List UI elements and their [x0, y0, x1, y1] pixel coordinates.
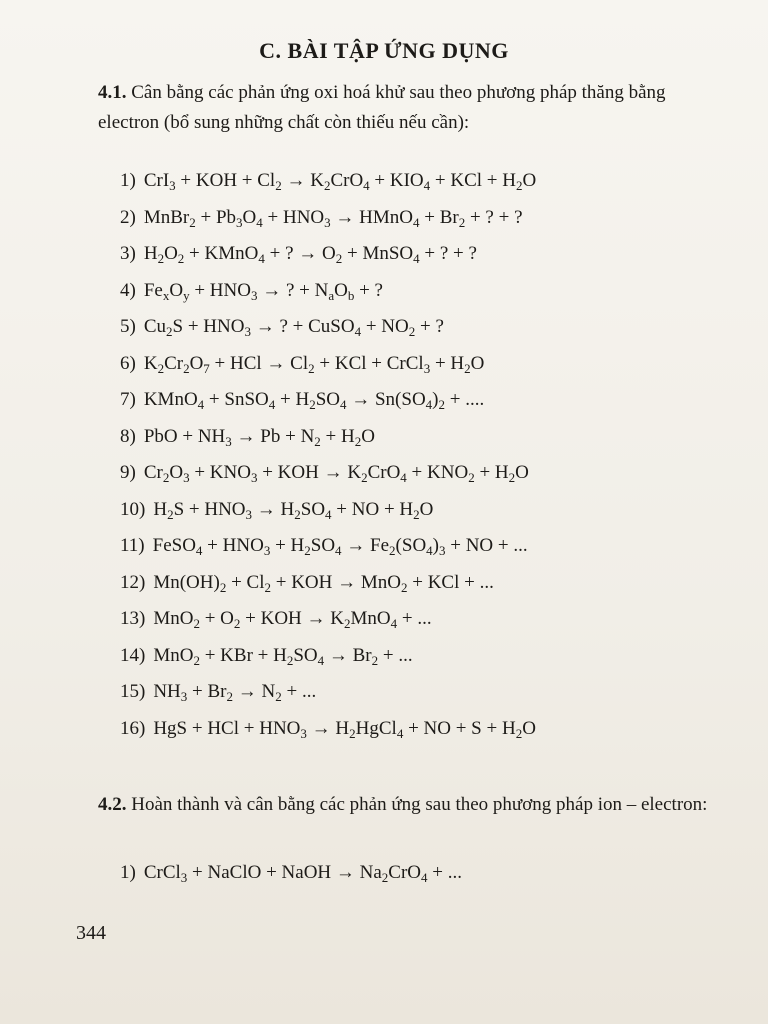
reaction-14 — [120, 641, 413, 671]
reaction-equation: KMnO$_4$ + SnSO$_4$ + $H_2SO_4 \to Sn(SO_4)_2$ + .... — [143, 389, 485, 412]
reaction-equation: FeSO$_4$ + $HNO_3 + H_2SO_4 \to Fe_2(SO_4)_3$ + NO + ... — [152, 535, 528, 558]
reaction-index: 15) — [120, 681, 146, 702]
exercise-4-2-text: Hoàn thành và cân bằng các phản ứng sau theo phương pháp ion – electron: — [131, 794, 708, 815]
reaction-equation: $MnO_2 + O_2$ + KOH → $K_2MnO_4$ + ... — [153, 608, 432, 631]
reaction-equation: $K_2Cr_2O_7$ + HCl → $Cl_2$ + KCl + CrCl$_3$ + $H_2O$ — [143, 352, 485, 376]
reaction-equation: CrI$_3$ + KOH + $Cl_2 \to K_2CrO_4 + KIO_4$ + KCl + $H_2O$ — [143, 170, 537, 193]
reaction-index: 3) — [120, 243, 136, 264]
reaction-equation: $NH_3 + Br_2 \to N_2$ + ... — [153, 681, 317, 704]
reaction-equation: CrCl$_3$ + NaClO + NaOH → $Na_2CrO_4$ + ... — [143, 862, 462, 885]
reaction-index: 8) — [120, 425, 136, 447]
reaction-3 — [120, 239, 477, 269]
reaction-equation: $Cr_2O_3 + KNO_3$ + KOH → $K_2CrO_4 + KNO_2 + H_2O$ — [143, 462, 529, 485]
reaction-index: 12) — [120, 571, 146, 593]
reaction-index: 13) — [120, 608, 146, 629]
reaction-index: 5) — [120, 316, 136, 337]
exercise-4-1-number: 4.1. — [98, 82, 127, 103]
reaction-equation: $Cu_2S + HNO_3$ → ? + CuSO$_4$ + $NO_2$ + ? — [143, 316, 444, 339]
reaction-4-2-1 — [120, 858, 462, 888]
reaction-index: 4) — [120, 279, 136, 301]
reaction-5 — [120, 312, 444, 342]
reaction-index: 10) — [120, 498, 146, 520]
reaction-equation: PbO + $NH_3 \to Pb + N_2 + H_2O$ — [143, 425, 375, 449]
reaction-13 — [120, 604, 432, 634]
exercise-4-2-number: 4.2. — [98, 794, 127, 815]
exercise-4-1-text: Cân bằng các phản ứng oxi hoá khử sau theo phương pháp thăng bằng electron (bổ sung những chất còn thiếu nếu cần): — [98, 82, 666, 133]
reaction-2 — [120, 203, 523, 233]
reaction-index: 16) — [120, 717, 146, 739]
reaction-8 — [120, 422, 375, 452]
reaction-11 — [120, 531, 528, 561]
reaction-equation: $H_2O_2$ + KMnO$_4$ + ? → $O_2$ + MnSO$_4$ + ? + ? — [143, 243, 477, 266]
reaction-equation: MnO$_2$ + KBr + $H_2SO_4 \to Br_2$ + ... — [153, 644, 413, 668]
page-number: 344 — [76, 922, 106, 944]
reaction-equation: $Mn(OH)_2 + Cl_2$ + KOH → MnO$_2$ + KCl + ... — [153, 571, 494, 595]
reaction-index: 6) — [120, 352, 136, 374]
reaction-equation: $Fe_xO_y + HNO_3$ → ? + $N_aO_b$ + ? — [143, 279, 383, 303]
reaction-index: 14) — [120, 644, 146, 666]
reaction-7 — [120, 385, 484, 415]
reaction-index: 7) — [120, 389, 136, 410]
section-heading: C. BÀI TẬP ỨNG DỤNG — [259, 38, 509, 63]
reaction-16 — [120, 714, 536, 744]
exercise-4-2-prompt — [98, 790, 708, 820]
reaction-10 — [120, 495, 433, 525]
reaction-equation: HgS + HCl + $HNO_3$ → $H_2HgCl_4$ + NO + $S + H_2O$ — [153, 717, 536, 741]
reaction-equation: MnBr$_2$ + $Pb_3O_4 + HNO_3$ → HMnO$_4$ + $Br_2$ + ? + ? — [143, 206, 523, 230]
exercise-4-1-prompt — [98, 78, 708, 138]
reaction-6 — [120, 349, 484, 379]
reaction-index: 1) — [120, 862, 136, 883]
reaction-12 — [120, 568, 494, 598]
reaction-index: 2) — [120, 206, 136, 228]
reaction-index: 1) — [120, 170, 136, 191]
reaction-index: 9) — [120, 462, 136, 483]
reaction-4 — [120, 276, 383, 306]
reaction-equation: $H_2S + HNO_3 \to H_2SO_4$ + NO + $H_2O$ — [153, 498, 434, 522]
reaction-1 — [120, 166, 536, 196]
reaction-9 — [120, 458, 529, 488]
reaction-index: 11) — [120, 535, 145, 556]
reaction-15 — [120, 677, 316, 707]
